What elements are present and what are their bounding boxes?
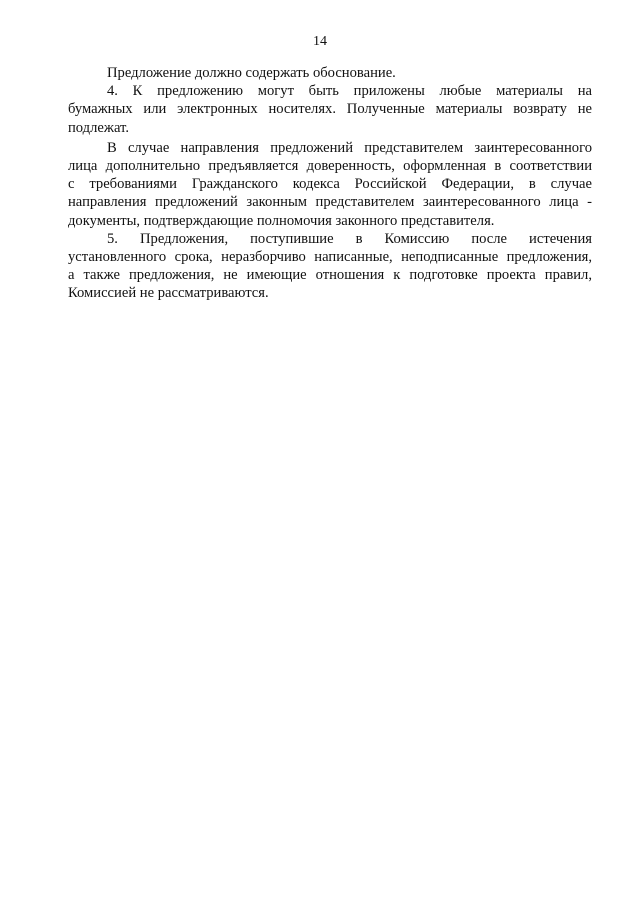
text-line: с требованиями Гражданского кодекса Российской Федерации, в случае (68, 176, 592, 193)
text-line: В случае направления предложений представителем заинтересованного (107, 139, 592, 156)
text-line: Предложение должно содержать обоснование. (107, 65, 396, 81)
text-line: бумажных или электронных носителях. Полученные материалы возврату не (68, 101, 592, 118)
text-line: подлежат. (68, 119, 129, 136)
text-line: лица дополнительно предъявляется доверенность, оформленная в соответствии (68, 158, 592, 175)
document-body (68, 64, 592, 303)
text-line: 5. Предложения, поступившие в Комиссию после истечения (107, 230, 592, 247)
paragraph-item-5 (68, 230, 592, 303)
page-number: 14 (313, 34, 327, 49)
paragraph-representative (68, 139, 592, 230)
text-line: установленного срока, неразборчиво написанные, неподписанные предложения, (68, 249, 592, 266)
text-line: направления предложений законным представителем заинтересованного лица - (68, 194, 592, 211)
text-line: Комиссией не рассматриваются. (68, 285, 269, 302)
paragraph-justification (68, 64, 592, 82)
text-line: документы, подтверждающие полномочия законного представителя. (68, 212, 495, 229)
paragraph-item-4 (68, 82, 592, 137)
text-line: а также предложения, не имеющие отношения к подготовке проекта правил, (68, 267, 592, 284)
text-line: 4. К предложению могут быть приложены любые материалы на (107, 83, 592, 100)
